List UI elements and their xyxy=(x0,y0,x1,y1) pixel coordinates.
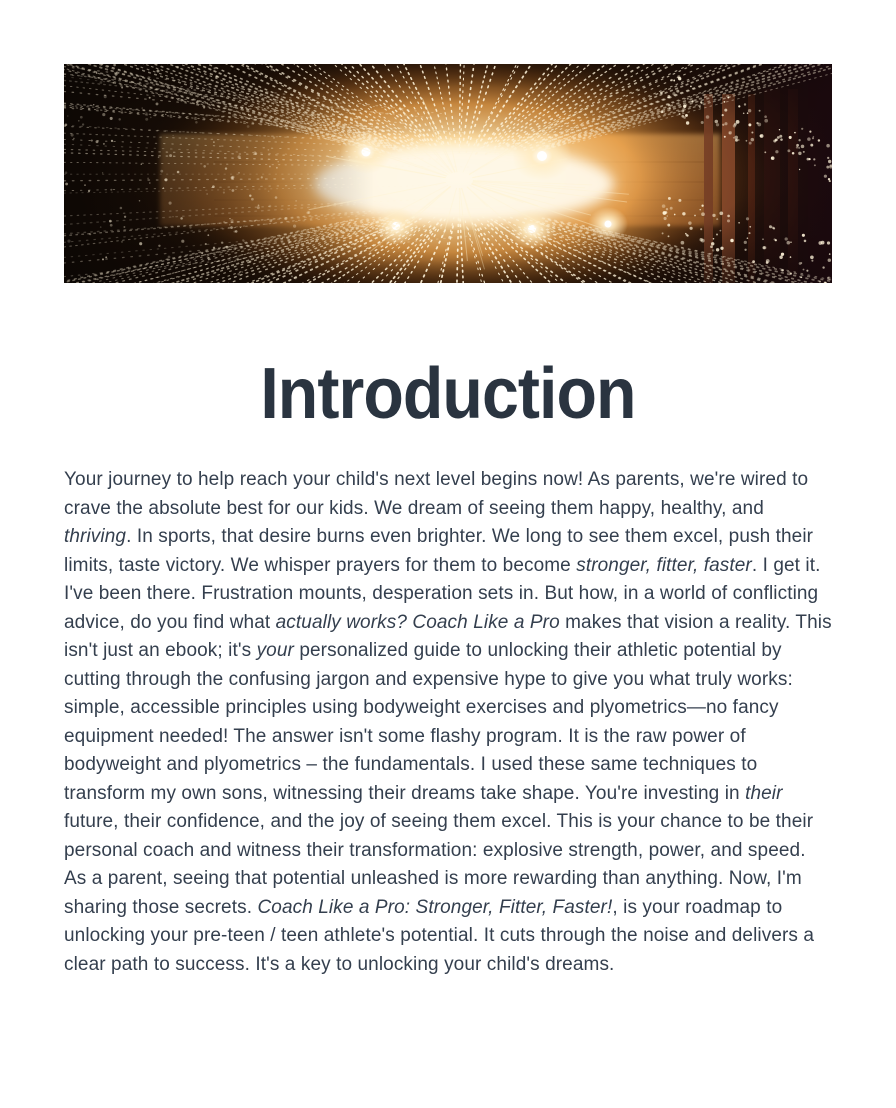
hero-image xyxy=(64,64,832,283)
paragraph-text-segment: . I get it. I've been there. Frustration mounts, desperation sets in. But how, in a world of conflicting advice, do you find what xyxy=(64,554,821,633)
paragraph-text-segment: makes that vision a reality. This isn't just an ebook; it's xyxy=(64,611,832,661)
paragraph-text-segment: future, their confidence, and the joy of seeing them excel. This is your chance to be their personal coach and witness their transformation: explosive strength, power, and speed. As a parent, seeing that potential unleashed is more rewarding than anything. Now, I'm sharing those secrets. xyxy=(64,811,814,918)
article-body xyxy=(64,466,832,979)
paragraph-text-segment: . In sports, that desire burns even brighter. We long to see them excel, push their limits, taste victory. We whisper prayers for them to become xyxy=(64,526,814,576)
page-title: Introduction xyxy=(260,354,636,434)
paragraph-italic-segment: actually works? Coach Like a Pro xyxy=(275,611,560,633)
paragraph-italic-segment: stronger, fitter, faster xyxy=(576,554,752,576)
paragraph-italic-segment: their xyxy=(745,782,783,804)
atrium-string-lights-illustration xyxy=(64,64,832,283)
paragraph-italic-segment: thriving xyxy=(64,526,127,547)
paragraph-text-segment: , is your roadmap to unlocking your pre-teen / teen athlete's potential. It cuts through the noise and delivers a clear path to success. It's a key to unlocking your child's dreams. xyxy=(64,896,815,975)
intro-paragraph xyxy=(64,466,832,979)
paragraph-text-segment: personalized guide to unlocking their athletic potential by cutting through the confusing jargon and expensive hype to give you what truly works: simple, accessible principles using bodyweight exercises and plyometrics—no fancy equipment needed! The answer isn't some flashy program. It is the raw power of bodyweight and plyometrics – the fundamentals. I used these same techniques to transform my own sons, witnessing their dreams take shape. You're investing in xyxy=(64,640,793,804)
heading-block xyxy=(0,354,896,434)
paragraph-italic-segment: Coach Like a Pro: Stronger, Fitter, Faster! xyxy=(257,896,613,918)
hero-left-shadow xyxy=(64,64,374,283)
paragraph-italic-segment: your xyxy=(256,640,294,661)
paragraph-text-segment: Your journey to help reach your child's next level begins now! As parents, we're wired to crave the absolute best for our kids. We dream of seeing them happy, healthy, and xyxy=(64,469,809,519)
